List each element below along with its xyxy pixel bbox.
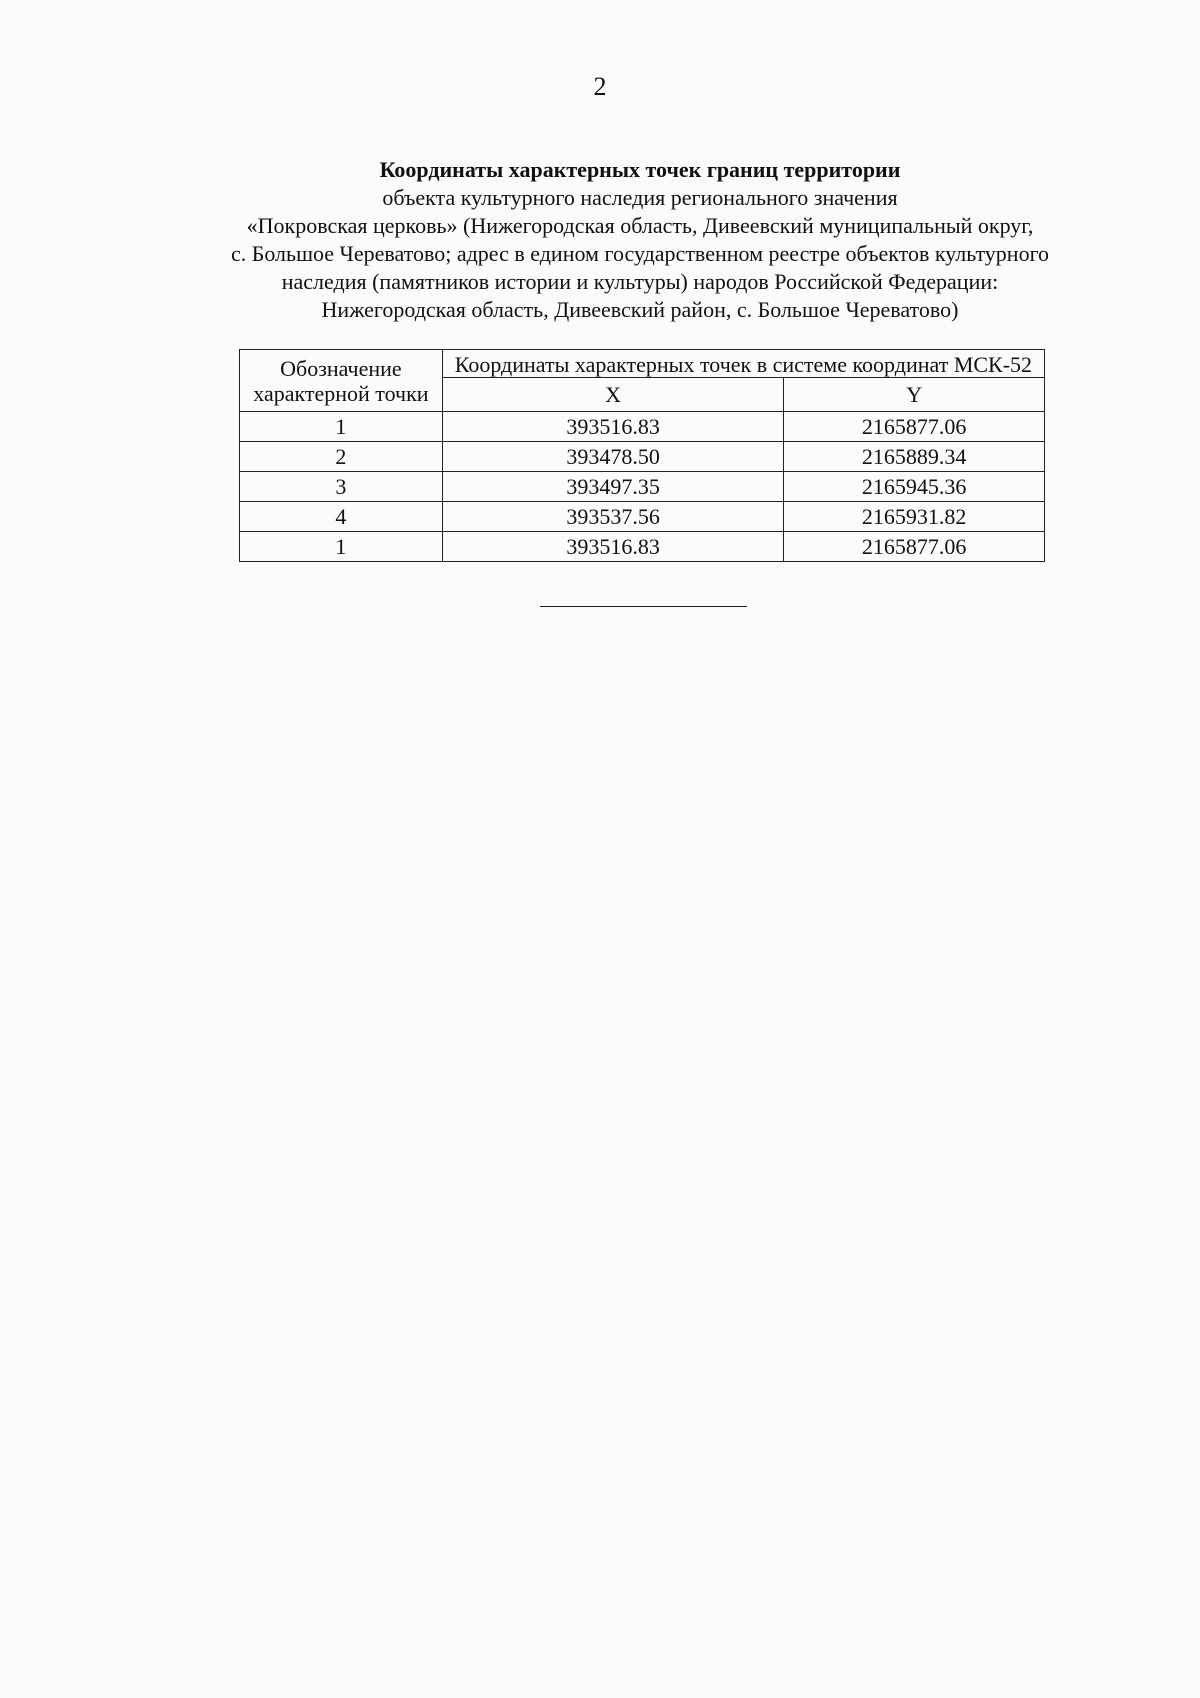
point-cell: 3 [240, 472, 443, 502]
y-cell: 2165877.06 [784, 412, 1045, 442]
x-cell: 393516.83 [442, 532, 783, 562]
end-of-document-rule [540, 606, 747, 607]
x-cell: 393478.50 [442, 442, 783, 472]
coordinates-table [239, 349, 1045, 562]
point-cell: 4 [240, 502, 443, 532]
y-cell: 2165877.06 [784, 532, 1045, 562]
x-cell: 393516.83 [442, 412, 783, 442]
header-y: Y [784, 378, 1045, 412]
y-cell: 2165889.34 [784, 442, 1045, 472]
heading-line: наследия (памятников истории и культуры) народов Российской Федерации: [281, 269, 999, 294]
y-cell: 2165945.36 [784, 472, 1045, 502]
header-point-designation: Обозначение характерной точки [240, 350, 443, 412]
document-heading [150, 156, 1130, 324]
table-header-row [240, 350, 1045, 378]
heading-title: Координаты характерных точек границ территории [379, 157, 901, 182]
heading-line: объекта культурного наследия регионального значения [382, 185, 898, 210]
table-row [240, 442, 1045, 472]
x-cell: 393537.56 [442, 502, 783, 532]
point-cell: 2 [240, 442, 443, 472]
point-cell: 1 [240, 532, 443, 562]
x-cell: 393497.35 [442, 472, 783, 502]
table-row [240, 472, 1045, 502]
y-cell: 2165931.82 [784, 502, 1045, 532]
point-cell: 1 [240, 412, 443, 442]
heading-line: с. Большое Череватово; адрес в едином государственном реестре объектов культурного [230, 241, 1050, 266]
page-number: 2 [593, 72, 607, 101]
table-row [240, 412, 1045, 442]
header-coordinates-system: Координаты характерных точек в системе координат МСК-52 [442, 350, 1044, 378]
header-x: X [442, 378, 783, 412]
heading-line: Нижегородская область, Дивеевский район, с. Большое Череватово) [321, 297, 959, 322]
table-row [240, 532, 1045, 562]
heading-line: «Покровская церковь» (Нижегородская область, Дивеевский муниципальный округ, [246, 213, 1034, 238]
table-row [240, 502, 1045, 532]
